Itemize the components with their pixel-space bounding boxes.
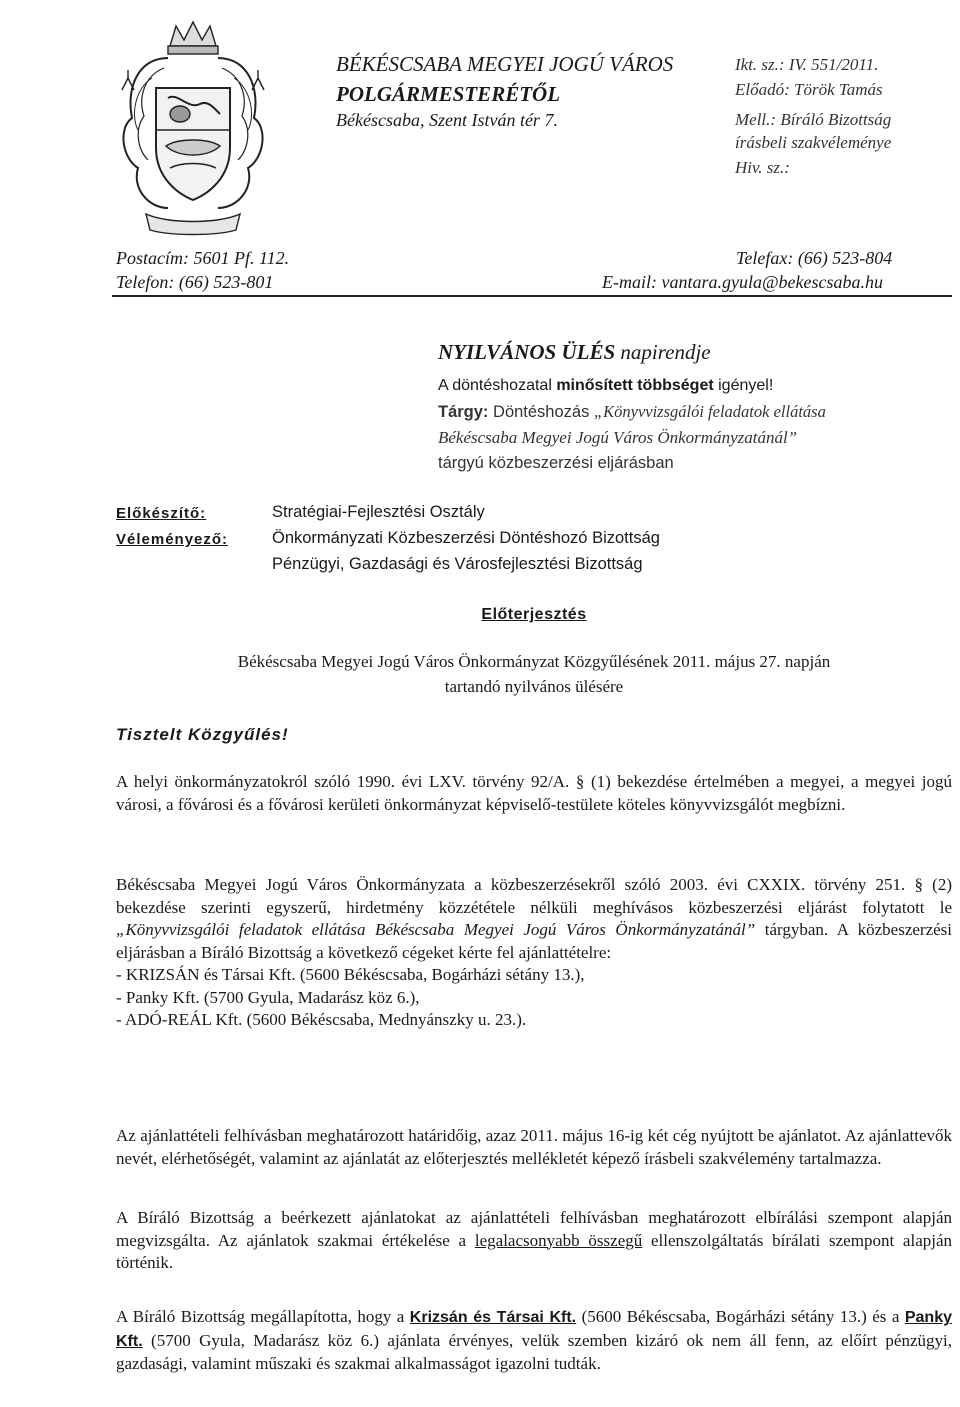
company-list <box>116 964 952 1032</box>
session-title <box>438 340 711 365</box>
office-heading: POLGÁRMESTERÉTŐL <box>336 82 561 106</box>
postal-address: Postacím: 5601 Pf. 112. <box>116 248 290 268</box>
subject-label: Tárgy: <box>438 403 489 421</box>
decision-note-prefix: A döntéshozatal <box>438 377 552 394</box>
session-title-bold: NYILVÁNOS ÜLÉS <box>438 340 616 364</box>
preparer-label: Előkészítő: <box>116 505 207 522</box>
decision-note-suffix: igényel! <box>718 377 774 394</box>
paragraph-3: Az ajánlattételi felhívásban meghatározott határidőig, azaz 2011. május 16-ig két cég nyújtott be ajánlatot. Az ajánlattevők nevét, elérhetőségét, valamint az ajánlatát az előterjesztés mellékletét képező írásbeli szakvélemény tartalmazza. <box>116 1126 952 1168</box>
subject-line-3: tárgyú közbeszerzési eljárásban <box>438 454 674 472</box>
firm-name-panky: Panky Kft. <box>116 1309 952 1350</box>
paragraph-4 <box>116 1207 952 1275</box>
email-address: E-mail: vantara.gyula@bekescsaba.hu <box>602 272 883 292</box>
paragraph-2 <box>116 874 952 1032</box>
session-title-suffix: napirendje <box>620 340 711 364</box>
attachment-line-2: írásbeli szakvéleménye <box>735 133 892 152</box>
list-item: - ADÓ-REÁL Kft. (5600 Békéscsaba, Mednyánszky u. 23.). <box>116 1010 527 1029</box>
reviewer-value-1: Önkormányzati Közbeszerzési Döntéshozó Bizottság <box>272 529 660 547</box>
header-divider <box>112 295 952 297</box>
proposal-line-2: tartandó nyilvános ülésére <box>444 677 624 696</box>
preparer-value: Stratégiai-Fejlesztési Osztály <box>272 503 485 521</box>
reviewer-value-2: Pénzügyi, Gazdasági és Városfejlesztési Bizottság <box>272 555 643 573</box>
subject-line-1 <box>438 402 826 422</box>
salutation: Tisztelt Közgyűlés! <box>116 725 289 744</box>
subject-italic-1: „Könyvvizsgálói feladatok ellátása <box>593 402 826 421</box>
paragraph-5 <box>116 1306 952 1376</box>
phone-number: Telefon: (66) 523-801 <box>116 272 274 292</box>
decision-note <box>438 377 773 395</box>
paragraph-2-italic: „Könyvvizsgálói feladatok ellátása Békéscsaba Megyei Jogú Város Önkormányzatánál” <box>116 920 756 939</box>
paragraph-2-text-b: tárgyban. A közbeszerzési eljárásban a Bíráló Bizottság a következő cégeket kérte fel ajánlattételre: <box>116 920 953 962</box>
subject-line-2: Békéscsaba Megyei Jogú Város Önkormányzatánál” <box>438 428 798 447</box>
paragraph-5-text-c: (5700 Gyula, Madarász köz 6.) ajánlata érvényes, velük szemben kizáró ok nem áll fenn, az előírt pénzügyi, gazdasági, valamint műszaki és szakmai alkalmasságot igazolni tudták. <box>116 1330 952 1373</box>
proposal-line-1: Békéscsaba Megyei Jogú Város Önkormányzat Közgyűlésének 2011. május 27. napján <box>237 652 831 671</box>
paragraph-4-text-a: A Bíráló Bizottság a beérkezett ajánlatokat az ajánlattételi felhívásban meghatározott elbírálási szempont alapján megvizsgálta. Az ajánlatok szakmai értékelése a <box>116 1208 952 1250</box>
subject-text: Döntéshozás <box>493 403 590 421</box>
paragraph-4-underline: legalacsonyabb összegű <box>474 1230 643 1250</box>
reference-number: Ikt. sz.: IV. 551/2011. <box>735 55 879 74</box>
city-heading: BÉKÉSCSABA MEGYEI JOGÚ VÁROS <box>336 52 674 76</box>
hiv-sz: Hiv. sz.: <box>735 158 790 177</box>
office-address: Békéscsaba, Szent István tér 7. <box>336 110 558 130</box>
list-item: - KRIZSÁN és Társai Kft. (5600 Békéscsaba, Bogárházi sétány 13.), <box>116 965 585 984</box>
coat-of-arms-crest <box>108 18 278 240</box>
paragraph-4-text-b: ellenszolgáltatás bírálati szempont alapján történik. <box>116 1230 953 1272</box>
paragraph-5-text-a: A Bíráló Bizottság megállapította, hogy a <box>116 1307 405 1326</box>
attachment-line-1: Mell.: Bíráló Bizottság <box>735 110 892 129</box>
fax-number: Telefax: (66) 523-804 <box>736 248 893 268</box>
firm-name-krizsan: Krizsán és Társai Kft. <box>409 1309 577 1326</box>
proposal-title <box>116 604 952 624</box>
list-item: - Panky Kft. (5700 Gyula, Madarász köz 6.), <box>116 987 420 1007</box>
reviewer-label: Véleményező: <box>116 531 229 548</box>
decision-note-bold: minősített többséget <box>556 377 714 394</box>
paragraph-5-text-b: (5600 Békéscsaba, Bogárházi sétány 13.) és a <box>581 1307 900 1326</box>
presenter: Előadó: Török Tamás <box>735 80 883 99</box>
proposal-title-text: Előterjesztés <box>481 606 587 623</box>
paragraph-1: A helyi önkormányzatokról szóló 1990. évi LXV. törvény 92/A. § (1) bekezdése értelmében a megyei, a megyei jogú városi, a fővárosi és a fővárosi kerületi önkormányzat képviselő-testülete köteles könyvvizsgálót megbízni. <box>116 772 952 814</box>
paragraph-2-text-a: Békéscsaba Megyei Jogú Város Önkormányzata a közbeszerzésekről szóló 2003. évi CXXIX. törvény 251. § (2) bekezdése szerinti egyszerű, hirdetmény közzététele nélküli meghívásos közbeszerzési eljárást folytatott le <box>116 875 952 917</box>
